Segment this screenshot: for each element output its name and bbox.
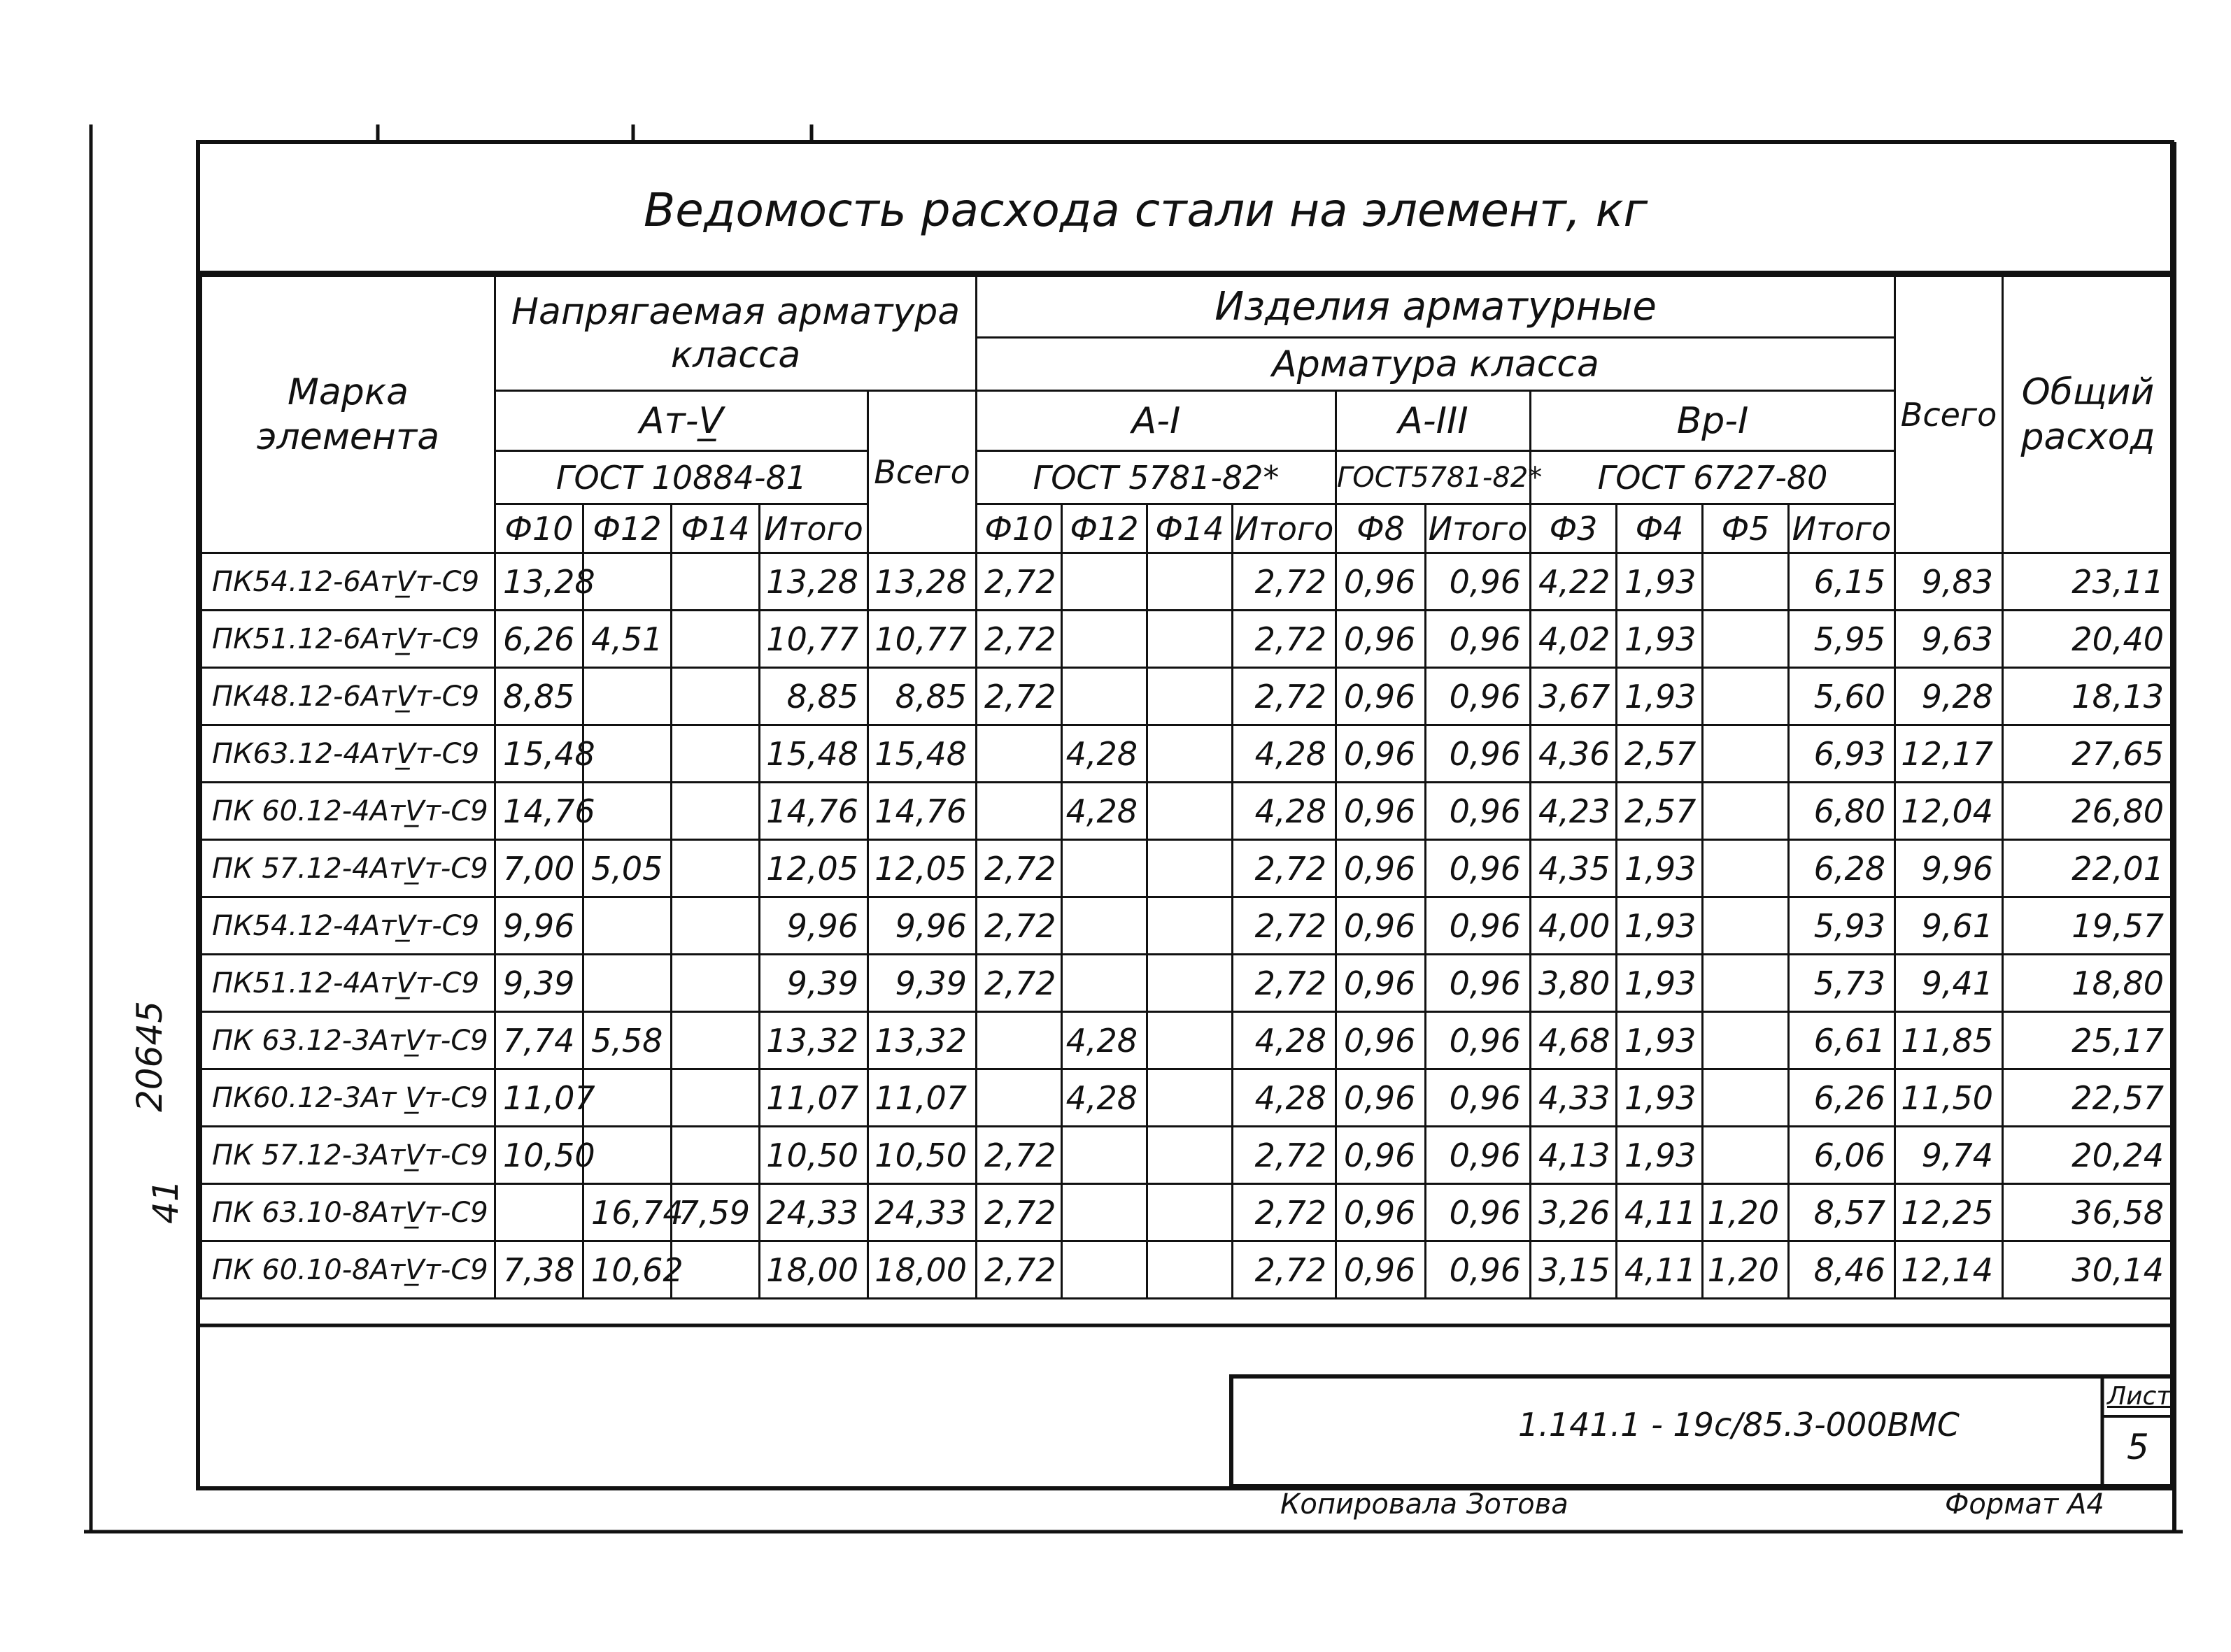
value-cell: 4,23 xyxy=(1531,783,1617,840)
value-cell: 7,74 xyxy=(495,1012,583,1069)
value-cell: 4,00 xyxy=(1531,897,1617,955)
value-cell: 18,13 xyxy=(2003,668,2174,725)
value-cell xyxy=(977,783,1062,840)
value-cell: 4,22 xyxy=(1531,553,1617,611)
col-bp-f3: Ф3 xyxy=(1531,504,1617,553)
value-cell xyxy=(1147,840,1233,897)
table-row xyxy=(201,840,2174,897)
header-at-class: Ат-V̲ xyxy=(495,391,868,451)
value-cell xyxy=(1147,1184,1233,1241)
value-cell xyxy=(1147,553,1233,611)
value-cell xyxy=(583,668,672,725)
col-bp-f5: Ф5 xyxy=(1703,504,1789,553)
document-code: 1.141.1 - 19с/85.3-000ВМС xyxy=(1518,1406,1960,1444)
value-cell: 2,72 xyxy=(1233,897,1336,955)
element-mark-cell: ПК54.12-6АтV̲т-С9 xyxy=(201,553,495,611)
header-bp-class: Вр-I xyxy=(1531,391,1895,451)
value-cell xyxy=(1062,897,1147,955)
header-a1-gost: ГОСТ 5781-82* xyxy=(977,451,1336,504)
value-cell: 0,96 xyxy=(1426,783,1531,840)
value-cell: 4,28 xyxy=(1233,725,1336,783)
value-cell: 12,04 xyxy=(1895,783,2003,840)
value-cell: 11,07 xyxy=(760,1069,868,1127)
value-cell: 2,72 xyxy=(1233,955,1336,1012)
value-cell: 0,96 xyxy=(1336,840,1426,897)
value-cell xyxy=(1703,553,1789,611)
value-cell: 9,28 xyxy=(1895,668,2003,725)
value-cell xyxy=(1147,611,1233,668)
value-cell: 4,28 xyxy=(1062,1069,1147,1127)
value-cell xyxy=(495,1184,583,1241)
value-cell xyxy=(1703,725,1789,783)
value-cell: 23,11 xyxy=(2003,553,2174,611)
value-cell: 14,76 xyxy=(760,783,868,840)
value-cell: 0,96 xyxy=(1336,897,1426,955)
value-cell: 36,58 xyxy=(2003,1184,2174,1241)
value-cell: 9,96 xyxy=(495,897,583,955)
value-cell: 7,59 xyxy=(672,1184,760,1241)
value-cell xyxy=(1062,1241,1147,1299)
value-cell: 12,25 xyxy=(1895,1184,2003,1241)
value-cell: 2,72 xyxy=(1233,1127,1336,1184)
value-cell xyxy=(1703,897,1789,955)
value-cell: 10,62 xyxy=(583,1241,672,1299)
header-mark: Марка элемента xyxy=(201,276,495,553)
value-cell: 10,50 xyxy=(760,1127,868,1184)
value-cell: 18,00 xyxy=(760,1241,868,1299)
value-cell: 0,96 xyxy=(1426,1184,1531,1241)
value-cell: 8,85 xyxy=(868,668,977,725)
value-cell: 9,74 xyxy=(1895,1127,2003,1184)
value-cell: 27,65 xyxy=(2003,725,2174,783)
value-cell: 8,85 xyxy=(760,668,868,725)
value-cell: 18,80 xyxy=(2003,955,2174,1012)
value-cell: 0,96 xyxy=(1426,840,1531,897)
value-cell: 0,96 xyxy=(1426,1069,1531,1127)
value-cell: 2,72 xyxy=(1233,840,1336,897)
value-cell: 4,28 xyxy=(1062,725,1147,783)
header-a1-class: А-I xyxy=(977,391,1336,451)
value-cell: 9,83 xyxy=(1895,553,2003,611)
value-cell xyxy=(672,1241,760,1299)
value-cell xyxy=(1703,1012,1789,1069)
header-total-prestressed: Всего xyxy=(868,391,977,553)
value-cell: 0,96 xyxy=(1336,668,1426,725)
value-cell: 1,93 xyxy=(1617,668,1703,725)
value-cell: 2,72 xyxy=(977,1241,1062,1299)
value-cell: 1,93 xyxy=(1617,955,1703,1012)
value-cell: 3,80 xyxy=(1531,955,1617,1012)
value-cell xyxy=(977,1069,1062,1127)
value-cell: 10,77 xyxy=(760,611,868,668)
value-cell: 10,77 xyxy=(868,611,977,668)
value-cell: 15,48 xyxy=(760,725,868,783)
value-cell: 6,26 xyxy=(1789,1069,1895,1127)
value-cell xyxy=(1147,1012,1233,1069)
value-cell: 9,39 xyxy=(868,955,977,1012)
header-at-gost: ГОСТ 10884-81 xyxy=(495,451,868,504)
value-cell: 9,39 xyxy=(495,955,583,1012)
value-cell xyxy=(1062,1184,1147,1241)
value-cell: 0,96 xyxy=(1426,611,1531,668)
value-cell xyxy=(583,783,672,840)
value-cell xyxy=(977,725,1062,783)
table-row xyxy=(201,553,2174,611)
value-cell: 16,74 xyxy=(583,1184,672,1241)
value-cell: 6,15 xyxy=(1789,553,1895,611)
value-cell: 7,38 xyxy=(495,1241,583,1299)
value-cell: 0,96 xyxy=(1426,668,1531,725)
value-cell xyxy=(1147,1127,1233,1184)
value-cell: 2,72 xyxy=(1233,1241,1336,1299)
value-cell xyxy=(1703,840,1789,897)
value-cell: 0,96 xyxy=(1336,1012,1426,1069)
value-cell: 5,73 xyxy=(1789,955,1895,1012)
value-cell: 2,72 xyxy=(1233,611,1336,668)
value-cell: 9,96 xyxy=(868,897,977,955)
value-cell: 4,02 xyxy=(1531,611,1617,668)
value-cell: 2,72 xyxy=(977,668,1062,725)
value-cell: 9,96 xyxy=(760,897,868,955)
value-cell xyxy=(583,1127,672,1184)
value-cell: 2,57 xyxy=(1617,783,1703,840)
value-cell: 4,28 xyxy=(1062,783,1147,840)
value-cell: 0,96 xyxy=(1336,955,1426,1012)
table-row xyxy=(201,1127,2174,1184)
element-mark-cell: ПК 63.10-8АтV̲т-С9 xyxy=(201,1184,495,1241)
value-cell: 2,72 xyxy=(977,1184,1062,1241)
element-mark-cell: ПК 57.12-3АтV̲т-С9 xyxy=(201,1127,495,1184)
header-a3-class: А-III xyxy=(1336,391,1531,451)
value-cell: 9,63 xyxy=(1895,611,2003,668)
value-cell: 2,72 xyxy=(977,1127,1062,1184)
value-cell: 8,85 xyxy=(495,668,583,725)
steel-schedule-table xyxy=(200,275,2174,1299)
table-row xyxy=(201,1012,2174,1069)
paper-format: Формат А4 xyxy=(1945,1488,2104,1521)
value-cell xyxy=(672,955,760,1012)
value-cell xyxy=(672,668,760,725)
value-cell: 11,07 xyxy=(868,1069,977,1127)
value-cell: 4,36 xyxy=(1531,725,1617,783)
value-cell xyxy=(583,725,672,783)
col-a3-f8: Ф8 xyxy=(1336,504,1426,553)
value-cell xyxy=(672,897,760,955)
value-cell xyxy=(1062,668,1147,725)
value-cell: 20,24 xyxy=(2003,1127,2174,1184)
value-cell xyxy=(1703,668,1789,725)
value-cell xyxy=(583,955,672,1012)
value-cell: 0,96 xyxy=(1336,611,1426,668)
element-mark-cell: ПК48.12-6АтV̲т-С9 xyxy=(201,668,495,725)
value-cell: 10,50 xyxy=(495,1127,583,1184)
value-cell: 2,72 xyxy=(1233,668,1336,725)
value-cell: 8,57 xyxy=(1789,1184,1895,1241)
value-cell: 9,61 xyxy=(1895,897,2003,955)
value-cell: 5,95 xyxy=(1789,611,1895,668)
table-row xyxy=(201,1069,2174,1127)
table-row xyxy=(201,897,2174,955)
value-cell: 24,33 xyxy=(868,1184,977,1241)
col-a1-f14: Ф14 xyxy=(1147,504,1233,553)
value-cell: 4,35 xyxy=(1531,840,1617,897)
value-cell: 11,50 xyxy=(1895,1069,2003,1127)
value-cell xyxy=(1062,1127,1147,1184)
value-cell: 12,05 xyxy=(760,840,868,897)
value-cell: 24,33 xyxy=(760,1184,868,1241)
value-cell: 3,67 xyxy=(1531,668,1617,725)
value-cell: 0,96 xyxy=(1426,1127,1531,1184)
value-cell: 0,96 xyxy=(1426,725,1531,783)
value-cell: 2,72 xyxy=(977,897,1062,955)
value-cell: 6,93 xyxy=(1789,725,1895,783)
value-cell xyxy=(1062,611,1147,668)
value-cell: 2,57 xyxy=(1617,725,1703,783)
value-cell xyxy=(977,1012,1062,1069)
col-bp-f4: Ф4 xyxy=(1617,504,1703,553)
header-bp-gost: ГОСТ 6727-80 xyxy=(1531,451,1895,504)
value-cell: 5,58 xyxy=(583,1012,672,1069)
value-cell: 4,68 xyxy=(1531,1012,1617,1069)
value-cell: 0,96 xyxy=(1336,1069,1426,1127)
value-cell: 4,33 xyxy=(1531,1069,1617,1127)
side-number: 41 xyxy=(146,1179,186,1224)
col-bp-total: Итого xyxy=(1789,504,1895,553)
value-cell: 11,07 xyxy=(495,1069,583,1127)
header-a3-gost: ГОСТ5781-82* xyxy=(1336,451,1531,504)
value-cell: 0,96 xyxy=(1336,783,1426,840)
value-cell: 1,93 xyxy=(1617,553,1703,611)
value-cell: 15,48 xyxy=(495,725,583,783)
value-cell: 6,80 xyxy=(1789,783,1895,840)
value-cell xyxy=(583,553,672,611)
value-cell: 2,72 xyxy=(977,955,1062,1012)
value-cell xyxy=(1062,553,1147,611)
page-title: Ведомость расхода стали на элемент, кг xyxy=(644,183,1648,237)
value-cell: 13,28 xyxy=(495,553,583,611)
value-cell: 6,28 xyxy=(1789,840,1895,897)
value-cell: 1,20 xyxy=(1703,1241,1789,1299)
value-cell xyxy=(1147,668,1233,725)
value-cell: 13,28 xyxy=(760,553,868,611)
table-row xyxy=(201,955,2174,1012)
value-cell: 13,32 xyxy=(760,1012,868,1069)
value-cell: 2,72 xyxy=(1233,553,1336,611)
value-cell: 3,15 xyxy=(1531,1241,1617,1299)
element-mark-cell: ПК 57.12-4АтV̲т-С9 xyxy=(201,840,495,897)
value-cell xyxy=(672,553,760,611)
table-row xyxy=(201,611,2174,668)
value-cell: 3,26 xyxy=(1531,1184,1617,1241)
value-cell xyxy=(1703,955,1789,1012)
value-cell xyxy=(1147,897,1233,955)
value-cell: 0,96 xyxy=(1426,553,1531,611)
col-at-total: Итого xyxy=(760,504,868,553)
value-cell: 30,14 xyxy=(2003,1241,2174,1299)
value-cell: 4,11 xyxy=(1617,1241,1703,1299)
value-cell: 14,76 xyxy=(868,783,977,840)
table-row xyxy=(201,725,2174,783)
value-cell: 4,28 xyxy=(1233,1012,1336,1069)
copied-by: Копировала Зотова xyxy=(1280,1488,1568,1521)
value-cell xyxy=(1147,1241,1233,1299)
value-cell: 0,96 xyxy=(1426,897,1531,955)
value-cell: 1,93 xyxy=(1617,1012,1703,1069)
table-row xyxy=(201,668,2174,725)
header-products: Изделия арматурные xyxy=(977,276,1895,338)
value-cell xyxy=(672,1069,760,1127)
value-cell xyxy=(1147,725,1233,783)
value-cell xyxy=(672,840,760,897)
value-cell xyxy=(1147,1069,1233,1127)
value-cell xyxy=(1703,1127,1789,1184)
value-cell: 9,39 xyxy=(760,955,868,1012)
value-cell: 0,96 xyxy=(1336,553,1426,611)
table-row xyxy=(201,783,2174,840)
element-mark-cell: ПК54.12-4АтV̲т-С9 xyxy=(201,897,495,955)
value-cell: 15,48 xyxy=(868,725,977,783)
value-cell: 2,72 xyxy=(977,553,1062,611)
value-cell: 4,28 xyxy=(1062,1012,1147,1069)
value-cell xyxy=(1703,1069,1789,1127)
col-a1-total: Итого xyxy=(1233,504,1336,553)
value-cell: 0,96 xyxy=(1426,1012,1531,1069)
col-a1-f10: Ф10 xyxy=(977,504,1062,553)
value-cell xyxy=(1062,955,1147,1012)
value-cell: 0,96 xyxy=(1336,1127,1426,1184)
value-cell: 1,93 xyxy=(1617,897,1703,955)
value-cell: 22,01 xyxy=(2003,840,2174,897)
sheet-label: Лист xyxy=(2107,1382,2172,1411)
element-mark-cell: ПК51.12-6АтV̲т-С9 xyxy=(201,611,495,668)
value-cell: 12,14 xyxy=(1895,1241,2003,1299)
header-overall: Общий расход xyxy=(2003,276,2174,553)
value-cell: 18,00 xyxy=(868,1241,977,1299)
element-mark-cell: ПК63.12-4АтV̲т-С9 xyxy=(201,725,495,783)
value-cell xyxy=(672,1127,760,1184)
col-at-f14: Ф14 xyxy=(672,504,760,553)
value-cell: 0,96 xyxy=(1336,1184,1426,1241)
inventory-number: 20645 xyxy=(129,1000,170,1112)
value-cell: 9,96 xyxy=(1895,840,2003,897)
value-cell: 5,60 xyxy=(1789,668,1895,725)
value-cell: 9,41 xyxy=(1895,955,2003,1012)
value-cell: 10,50 xyxy=(868,1127,977,1184)
element-mark-cell: ПК 60.12-4АтV̲т-С9 xyxy=(201,783,495,840)
value-cell: 12,17 xyxy=(1895,725,2003,783)
table-row xyxy=(201,1184,2174,1241)
value-cell xyxy=(672,611,760,668)
value-cell: 26,80 xyxy=(2003,783,2174,840)
table-row xyxy=(201,1241,2174,1299)
value-cell: 22,57 xyxy=(2003,1069,2174,1127)
header-total-products: Всего xyxy=(1895,276,2003,553)
table-body xyxy=(201,553,2174,1299)
value-cell xyxy=(672,783,760,840)
value-cell: 8,46 xyxy=(1789,1241,1895,1299)
value-cell: 0,96 xyxy=(1336,1241,1426,1299)
value-cell: 0,96 xyxy=(1336,725,1426,783)
sheet-number: 5 xyxy=(2127,1427,2149,1467)
value-cell: 0,96 xyxy=(1426,1241,1531,1299)
value-cell: 1,93 xyxy=(1617,1069,1703,1127)
value-cell: 13,28 xyxy=(868,553,977,611)
header-prestressed: Напрягаемая арматура класса xyxy=(495,276,977,391)
col-a3-total: Итого xyxy=(1426,504,1531,553)
value-cell: 11,85 xyxy=(1895,1012,2003,1069)
value-cell xyxy=(583,1069,672,1127)
col-at-f10: Ф10 xyxy=(495,504,583,553)
value-cell: 6,61 xyxy=(1789,1012,1895,1069)
value-cell: 20,40 xyxy=(2003,611,2174,668)
value-cell: 1,93 xyxy=(1617,1127,1703,1184)
value-cell: 5,93 xyxy=(1789,897,1895,955)
value-cell xyxy=(1062,840,1147,897)
value-cell: 4,28 xyxy=(1233,783,1336,840)
value-cell xyxy=(1703,611,1789,668)
element-mark-cell: ПК60.12-3Ат V̲т-С9 xyxy=(201,1069,495,1127)
value-cell: 4,28 xyxy=(1233,1069,1336,1127)
value-cell: 7,00 xyxy=(495,840,583,897)
value-cell xyxy=(672,1012,760,1069)
value-cell: 2,72 xyxy=(1233,1184,1336,1241)
value-cell: 1,93 xyxy=(1617,611,1703,668)
value-cell: 4,13 xyxy=(1531,1127,1617,1184)
element-mark-cell: ПК51.12-4АтV̲т-С9 xyxy=(201,955,495,1012)
value-cell xyxy=(1147,955,1233,1012)
element-mark-cell: ПК 63.12-3АтV̲т-С9 xyxy=(201,1012,495,1069)
table-header xyxy=(201,276,2174,553)
value-cell: 25,17 xyxy=(2003,1012,2174,1069)
value-cell: 4,51 xyxy=(583,611,672,668)
value-cell: 1,93 xyxy=(1617,840,1703,897)
value-cell: 2,72 xyxy=(977,611,1062,668)
col-a1-f12: Ф12 xyxy=(1062,504,1147,553)
value-cell: 6,26 xyxy=(495,611,583,668)
value-cell xyxy=(1703,783,1789,840)
value-cell: 5,05 xyxy=(583,840,672,897)
value-cell: 1,20 xyxy=(1703,1184,1789,1241)
element-mark-cell: ПК 60.10-8АтV̲т-С9 xyxy=(201,1241,495,1299)
value-cell xyxy=(1147,783,1233,840)
value-cell: 19,57 xyxy=(2003,897,2174,955)
header-rebar-class: Арматура класса xyxy=(977,338,1895,391)
value-cell xyxy=(583,897,672,955)
value-cell: 0,96 xyxy=(1426,955,1531,1012)
value-cell: 6,06 xyxy=(1789,1127,1895,1184)
value-cell: 13,32 xyxy=(868,1012,977,1069)
col-at-f12: Ф12 xyxy=(583,504,672,553)
value-cell: 4,11 xyxy=(1617,1184,1703,1241)
value-cell: 12,05 xyxy=(868,840,977,897)
value-cell xyxy=(672,725,760,783)
value-cell: 2,72 xyxy=(977,840,1062,897)
value-cell: 14,76 xyxy=(495,783,583,840)
